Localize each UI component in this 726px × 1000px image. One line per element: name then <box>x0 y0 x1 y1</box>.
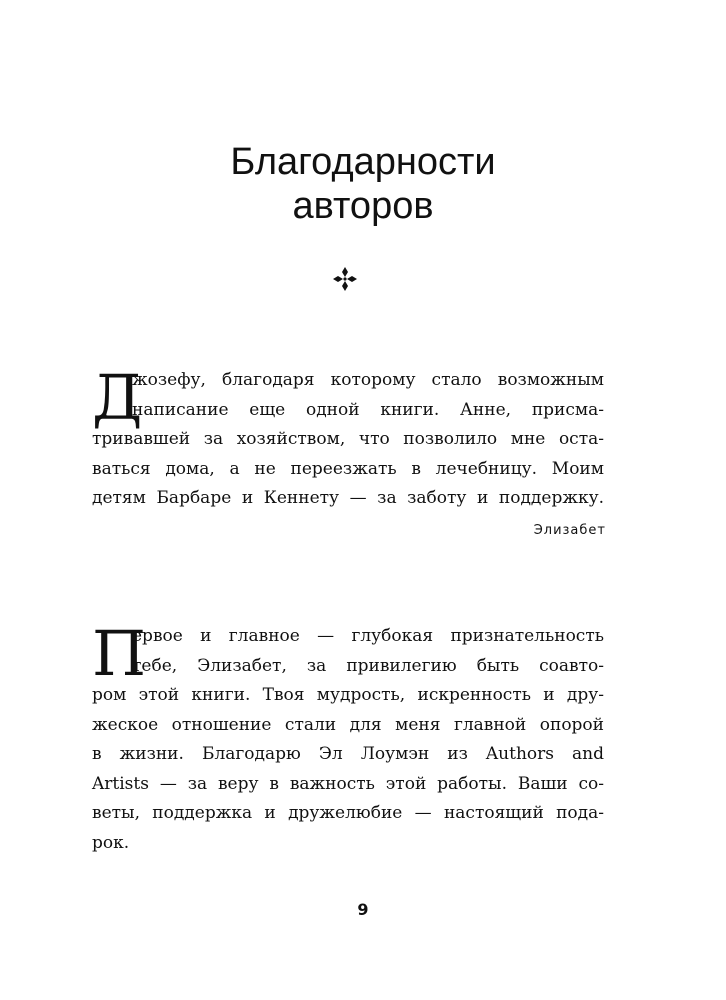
paragraph-line: веты, поддержка и дружелюбие — настоящий пода- <box>92 803 604 823</box>
title-line-2: авторов <box>292 185 434 227</box>
paragraph-line: в жизни. Благодарю Эл Лоумэн из Authors and <box>92 744 604 764</box>
paragraph-line: ервое и главное — глубокая признательность <box>132 626 604 646</box>
title-line-1: Благодарности <box>230 141 496 183</box>
acknowledgement-paragraph-coauthor <box>92 617 604 858</box>
paragraph-line: тривавшей за хозяйством, что позволило мне оста- <box>92 429 604 449</box>
paragraph-line: ваться дома, а не переезжать в лечебницу. Моим <box>92 458 604 479</box>
paragraph-line: жозефу, благодаря которому стало возможным <box>132 370 604 390</box>
drop-cap: П <box>92 617 147 690</box>
page-title <box>0 140 726 228</box>
paragraph-line: тебе, Элизабет, за привилегию быть соавто- <box>132 655 604 676</box>
acknowledgement-paragraph-elizabeth <box>92 361 604 514</box>
signature-elizabeth: Элизабет <box>533 523 606 538</box>
paragraph-line: ром этой книги. Твоя мудрость, искренность и дру- <box>92 685 604 705</box>
paragraph-line: детям Барбаре и Кеннету — за заботу и поддержку. <box>92 488 604 508</box>
fleuron-ornament-icon <box>332 266 358 292</box>
drop-cap: Д <box>92 361 143 434</box>
page-number: 9 <box>357 900 369 919</box>
paragraph-line: написание еще одной книги. Анне, присма- <box>132 399 604 420</box>
paragraph-line: рок. <box>92 832 130 853</box>
paragraph-line: Artists — за веру в важность этой работы. Ваши со- <box>92 773 604 794</box>
paragraph-line: жеское отношение стали для меня главной опорой <box>92 714 604 735</box>
